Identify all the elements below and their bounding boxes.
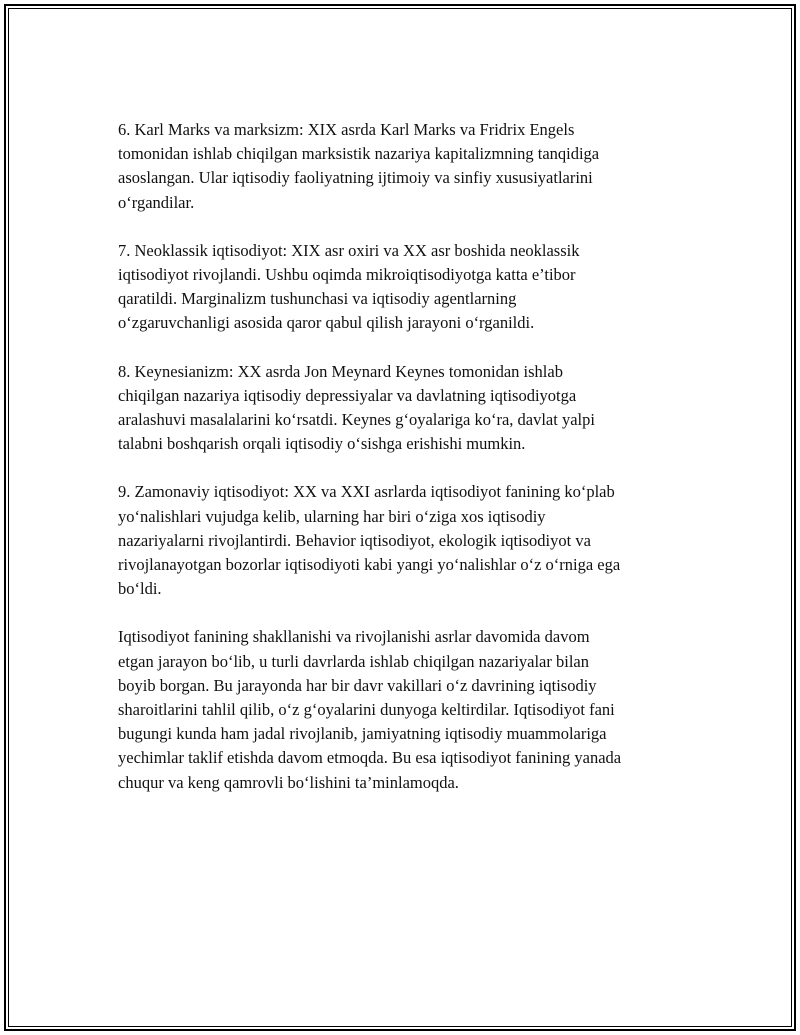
paragraph-marxism — [118, 118, 684, 215]
paragraph-conclusion — [118, 625, 684, 794]
text-line: o‘zgaruvchanligi asosida qaror qabul qilish jarayoni o‘rganildi. — [118, 313, 535, 333]
text-line: etgan jarayon bo‘lib, u turli davrlarda ishlab chiqilgan nazariyalar bilan — [118, 651, 589, 671]
text-line: iqtisodiyot rivojlandi. Ushbu oqimda mikroiqtisodiyotga katta e’tibor — [118, 265, 576, 285]
text-line: chiqilgan nazariya iqtisodiy depressiyalar va davlatning iqtisodiyotga — [118, 385, 577, 405]
text-line: bugungi kunda ham jadal rivojlanib, jamiyatning iqtisodiy muammolariga — [118, 724, 607, 744]
text-line: o‘rgandilar. — [118, 192, 195, 212]
text-line: nazariyalarni rivojlantirdi. Behavior iqtisodiyot, ekologik iqtisodiyot va — [118, 530, 591, 550]
text-line: yechimlar taklif etishda davom etmoqda. Bu esa iqtisodiyot fanining yanada — [118, 748, 622, 768]
text-line: Iqtisodiyot fanining shakllanishi va rivojlanishi asrlar davomida davom — [118, 627, 590, 647]
text-line: chuqur va keng qamrovli bo‘lishini ta’minlamoqda. — [118, 772, 459, 792]
text-line: asoslangan. Ular iqtisodiy faoliyatning ijtimoiy va sinfiy xususiyatlarini — [118, 168, 593, 188]
paragraph-modern-economics — [118, 480, 684, 601]
text-line: 8. Keynesianizm: XX asrda Jon Meynard Keynes tomonidan ishlab — [118, 361, 563, 381]
text-line: yo‘nalishlari vujudga kelib, ularning har biri o‘ziga xos iqtisodiy — [118, 506, 546, 526]
text-line: talabni boshqarish orqali iqtisodiy o‘sishga erishishi mumkin. — [118, 434, 526, 454]
text-line: tomonidan ishlab chiqilgan marksistik nazariya kapitalizmning tanqidiga — [118, 144, 600, 164]
text-line: 6. Karl Marks va marksizm: XIX asrda Karl Marks va Fridrix Engels — [118, 120, 575, 139]
text-line: 9. Zamonaviy iqtisodiyot: XX va XXI asrlarda iqtisodiyot fanining ko‘plab — [118, 482, 615, 502]
paragraph-neoclassical — [118, 239, 684, 336]
paragraph-keynesianism — [118, 360, 684, 457]
text-line: boyib borgan. Bu jarayonda har bir davr vakillari o‘z davrining iqtisodiy — [118, 675, 597, 695]
text-line: sharoitlarini tahlil qilib, o‘z g‘oyalarini dunyoga keltirdilar. Iqtisodiyot fani — [118, 700, 615, 720]
text-line: 7. Neoklassik iqtisodiyot: XIX asr oxiri va XX asr boshida neoklassik — [118, 240, 580, 260]
text-line: qaratildi. Marginalizm tushunchasi va iqtisodiy agentlarning — [118, 289, 517, 309]
text-line: bo‘ldi. — [118, 579, 162, 599]
text-line: aralashuvi masalalarini ko‘rsatdi. Keynes g‘oyalariga ko‘ra, davlat yalpi — [118, 410, 595, 430]
document-body — [118, 118, 684, 819]
text-line: rivojlanayotgan bozorlar iqtisodiyoti kabi yangi yo‘nalishlar o‘z o‘rniga ega — [118, 555, 621, 575]
